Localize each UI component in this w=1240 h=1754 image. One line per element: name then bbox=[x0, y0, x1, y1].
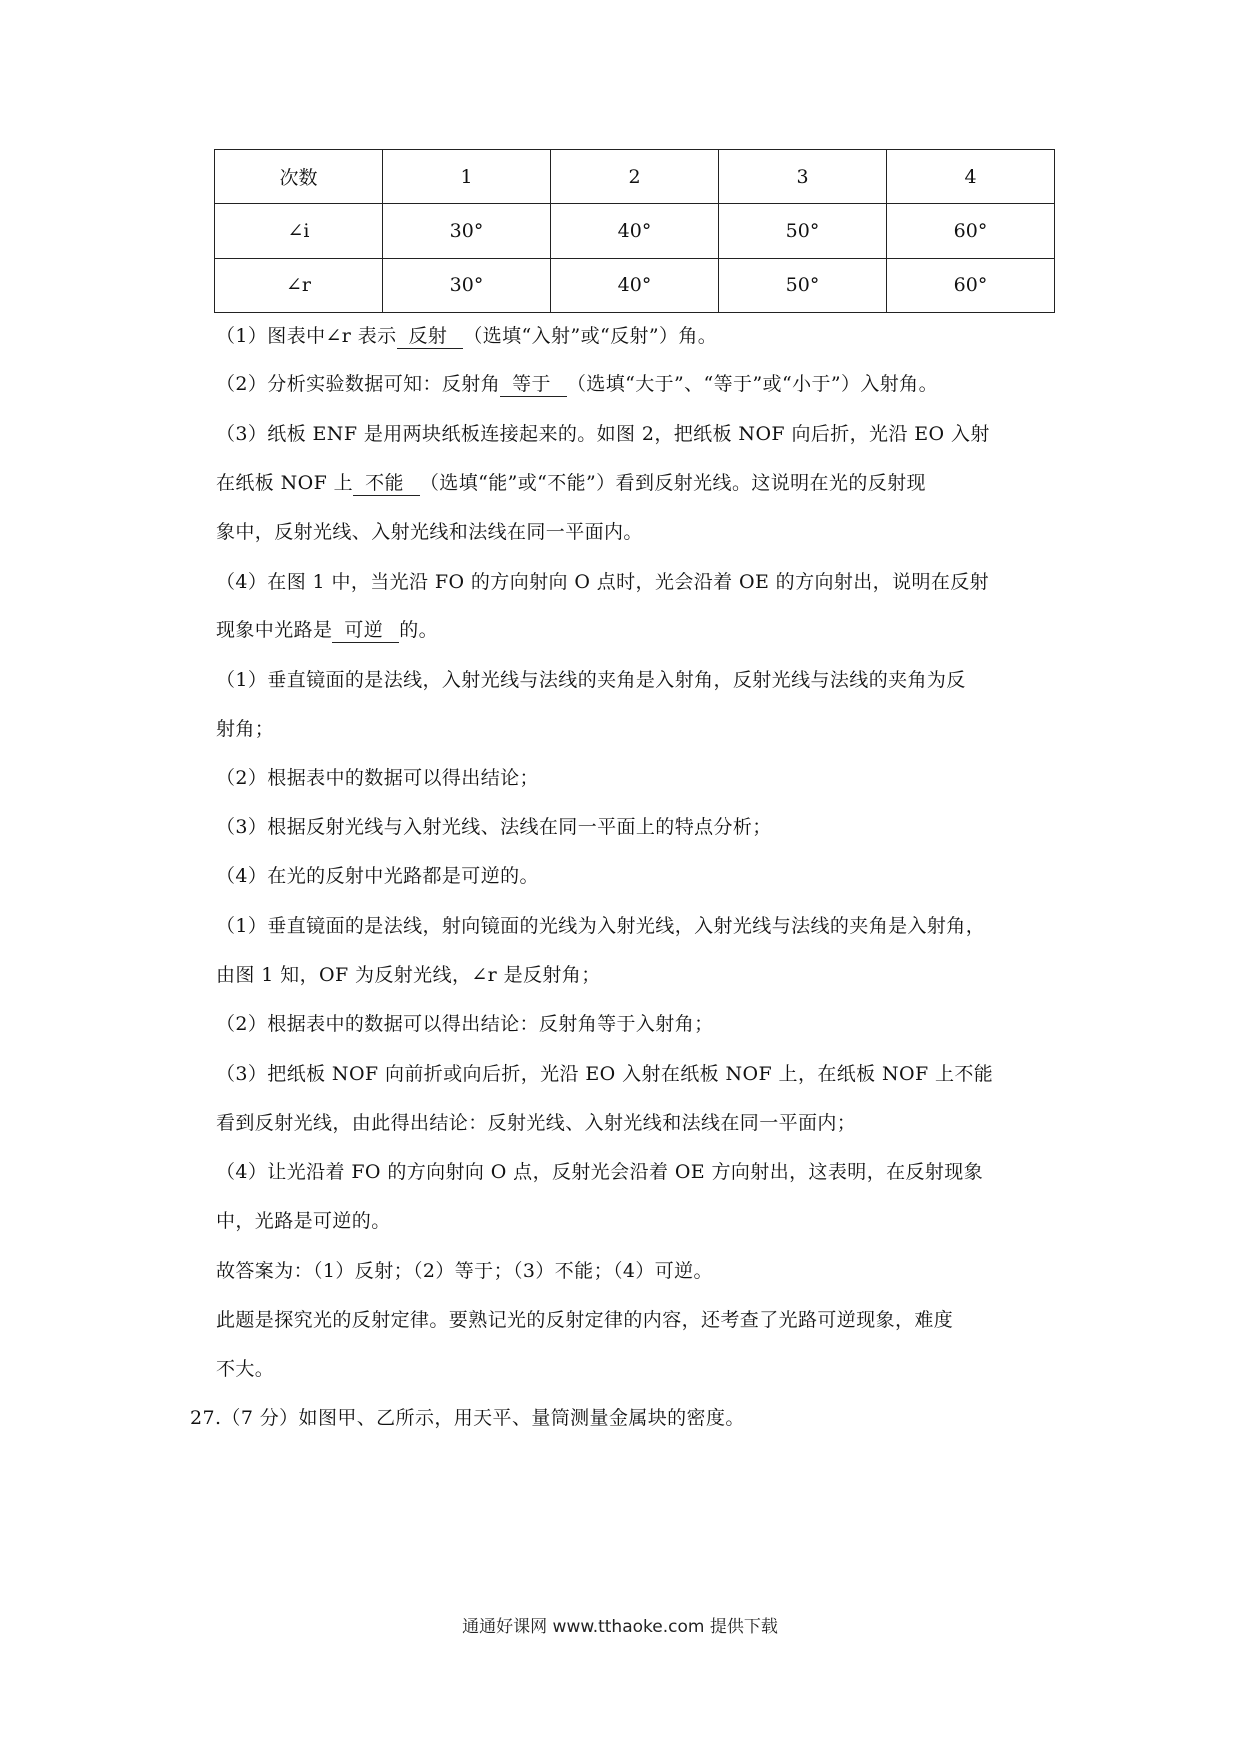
question-4-line-2 bbox=[216, 616, 1056, 644]
comment-line: 此题是探究光的反射定律。要熟记光的反射定律的内容，还考查了光路可逆现象，难度 bbox=[216, 1309, 954, 1331]
question-4-line-1: （4）在图 1 中，当光沿 FO 的方向射向 O 点时，光会沿着 OE 的方向射出，说明在反射 bbox=[216, 571, 990, 593]
q2-text-after: （选填“大于”、“等于”或“小于”）入射角。 bbox=[566, 373, 938, 395]
q3-text-after: （选填“能”或“不能”）看到反射光线。这说明在光的反射现 bbox=[419, 472, 926, 494]
table-cell: 4 bbox=[887, 150, 1055, 204]
question-3-line-1: （3）纸板 ENF 是用两块纸板连接起来的。如图 2，把纸板 NOF 向后折，光沿 EO 入射 bbox=[216, 423, 990, 445]
table-row bbox=[215, 204, 1055, 258]
table-row bbox=[215, 258, 1055, 312]
q1-answer: 反射 bbox=[397, 324, 464, 349]
table-cell: 2 bbox=[551, 150, 719, 204]
question-2 bbox=[216, 370, 1056, 398]
table-cell: 40° bbox=[551, 258, 719, 312]
q4-text-before: 现象中光路是 bbox=[216, 619, 333, 641]
q3-answer: 不能 bbox=[353, 471, 420, 496]
table-cell: 1 bbox=[383, 150, 551, 204]
analysis-line: （3）根据反射光线与入射光线、法线在同一平面上的特点分析； bbox=[216, 816, 772, 838]
q4-answer: 可逆 bbox=[332, 618, 399, 643]
table-cell: 3 bbox=[719, 150, 887, 204]
q4-text-after: 的。 bbox=[399, 619, 439, 641]
question-3-line-3: 象中，反射光线、入射光线和法线在同一平面内。 bbox=[216, 521, 643, 543]
solution-line: （1）垂直镜面的是法线，射向镜面的光线为入射光线，入射光线与法线的夹角是入射角， bbox=[216, 915, 986, 937]
table-cell: 60° bbox=[887, 258, 1055, 312]
angle-data-table bbox=[214, 149, 1055, 313]
table-cell: 60° bbox=[887, 204, 1055, 258]
q2-answer: 等于 bbox=[500, 372, 567, 397]
comment-line: 不大。 bbox=[216, 1358, 275, 1380]
table-header-row bbox=[215, 150, 1055, 204]
table-cell: 50° bbox=[719, 258, 887, 312]
question-1 bbox=[216, 322, 1056, 350]
analysis-line: （2）根据表中的数据可以得出结论； bbox=[216, 767, 539, 789]
footer-watermark: 通通好课网 www.tthaoke.com 提供下载 bbox=[462, 1617, 778, 1637]
q1-text-before: （1）图表中∠r 表示 bbox=[216, 325, 397, 347]
solution-line: 由图 1 知，OF 为反射光线，∠r 是反射角； bbox=[216, 964, 601, 986]
final-answer: 故答案为：（1）反射；（2）等于；（3）不能；（4）可逆。 bbox=[216, 1260, 713, 1282]
table-cell: ∠r bbox=[215, 258, 383, 312]
solution-line: 中，光路是可逆的。 bbox=[216, 1210, 391, 1232]
solution-line: （4）让光沿着 FO 的方向射向 O 点，反射光会沿着 OE 方向射出，这表明，在反射现象 bbox=[216, 1161, 984, 1183]
solution-line: 看到反射光线，由此得出结论：反射光线、入射光线和法线在同一平面内； bbox=[216, 1112, 857, 1134]
q1-text-after: （选填“入射”或“反射”）角。 bbox=[463, 325, 718, 347]
table-cell: 30° bbox=[383, 258, 551, 312]
solution-line: （2）根据表中的数据可以得出结论：反射角等于入射角； bbox=[216, 1013, 714, 1035]
analysis-line: （4）在光的反射中光路都是可逆的。 bbox=[216, 865, 539, 887]
solution-line: （3）把纸板 NOF 向前折或向后折，光沿 EO 入射在纸板 NOF 上，在纸板 NOF 上不能 bbox=[216, 1063, 994, 1085]
q2-text-before: （2）分析实验数据可知：反射角 bbox=[216, 373, 501, 395]
analysis-line: 射角； bbox=[216, 718, 275, 740]
table-cell: 50° bbox=[719, 204, 887, 258]
q3-text-before: 在纸板 NOF 上 bbox=[216, 472, 354, 494]
table-cell: 次数 bbox=[215, 150, 383, 204]
analysis-line: （1）垂直镜面的是法线，入射光线与法线的夹角是入射角，反射光线与法线的夹角为反 bbox=[216, 669, 966, 691]
next-question: 27.（7 分）如图甲、乙所示，用天平、量筒测量金属块的密度。 bbox=[190, 1407, 745, 1429]
table-cell: 40° bbox=[551, 204, 719, 258]
table-cell: 30° bbox=[383, 204, 551, 258]
question-3-line-2 bbox=[216, 469, 1056, 497]
table-cell: ∠i bbox=[215, 204, 383, 258]
